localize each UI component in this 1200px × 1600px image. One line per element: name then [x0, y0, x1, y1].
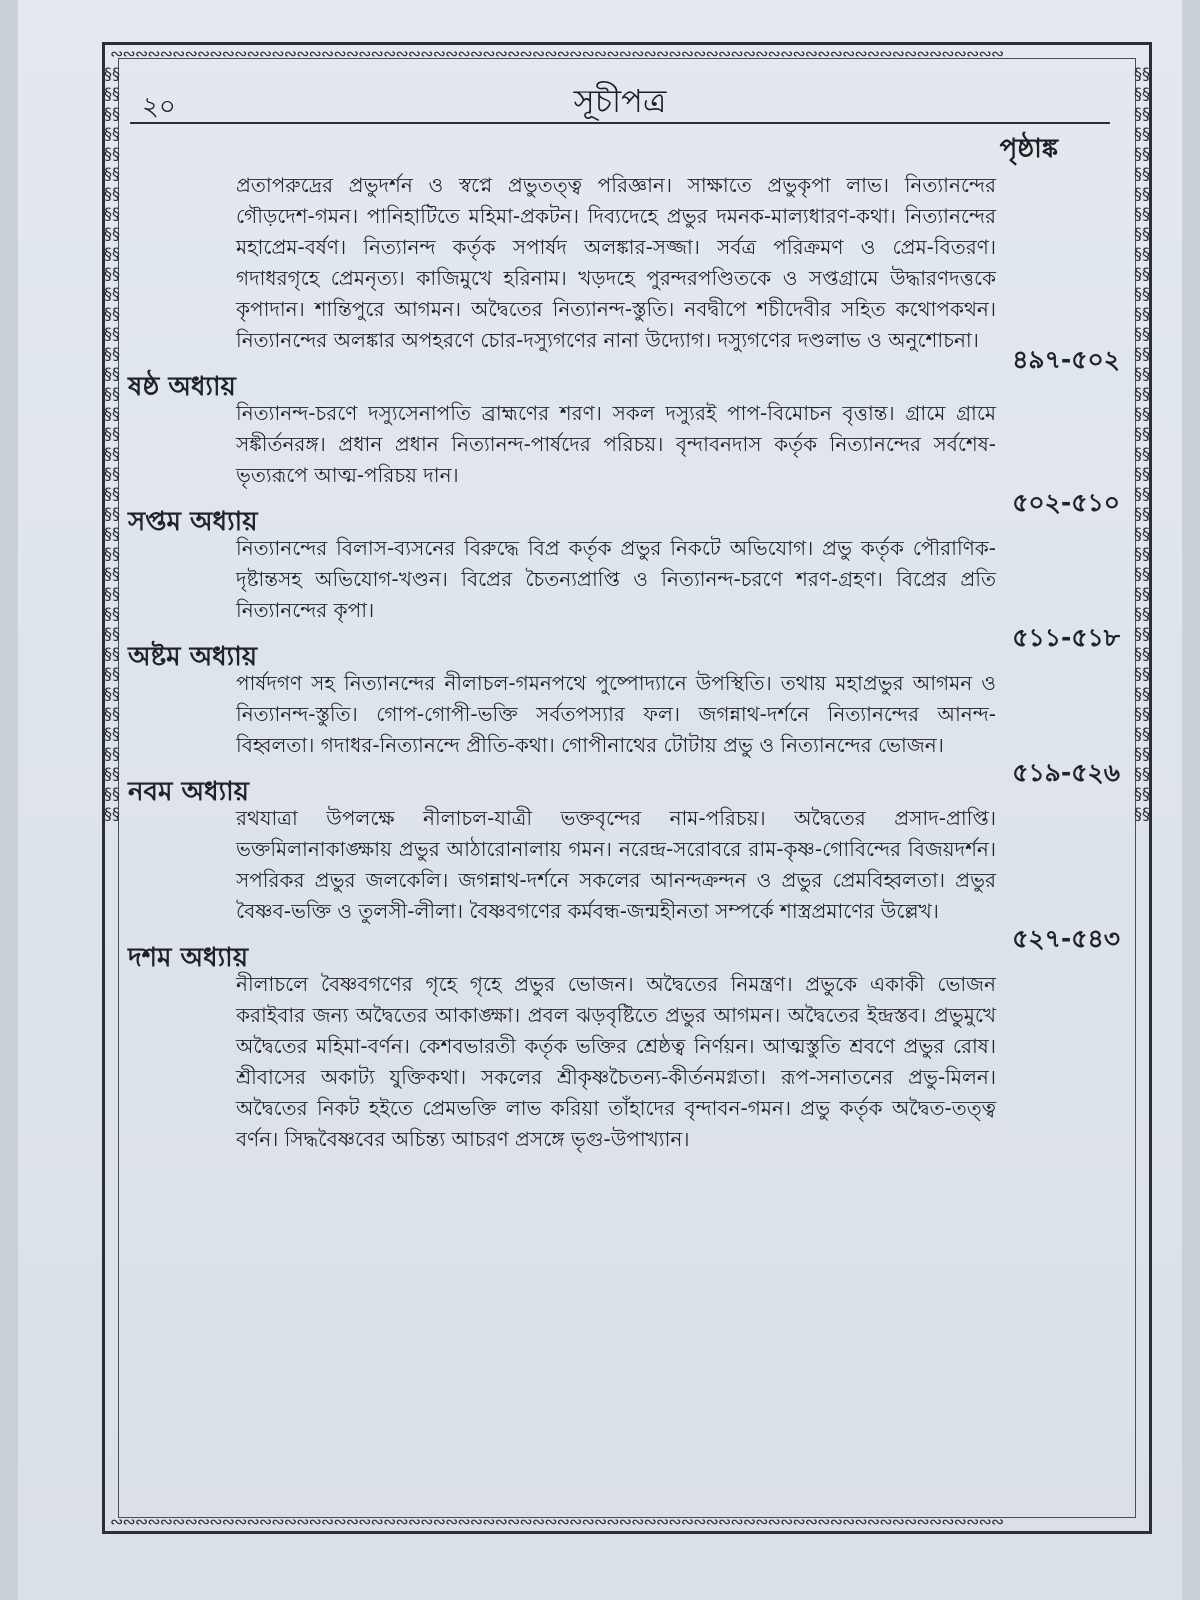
- page-range: ৫১১-৫১৮: [1012, 623, 1120, 652]
- border-ornament-top: ∾∾∾∾∾∾∾∾∾∾∾∾∾∾∾∾∾∾∾∾∾∾∾∾∾∾∾∾∾∾∾∾∾∾∾∾∾∾∾∾∾∾∾∾∾∾∾∾∾∾∾∾∾∾∾∾∾∾∾∾∾∾∾∾∾∾∾∾∾∾∾∾: [110, 46, 1004, 62]
- toc-entry-heading: [126, 623, 1126, 672]
- book-page: [18, 0, 1182, 1600]
- chapter-title: দশম অধ্যায়: [128, 943, 249, 973]
- toc-entry-heading: [126, 488, 1126, 537]
- chapter-title: নবম অধ্যায়: [128, 777, 249, 807]
- chapter-summary: নিত্যানন্দের বিলাস-ব্যসনের বিরুদ্ধে বিপ্র কর্তৃক প্রভুর নিকটে অভিযোগ। প্রভু কর্তৃক পৌরাণিক-দৃষ্টান্তসহ অভিযোগ-খণ্ডন। বিপ্রের চৈতন্যপ্রাপ্তি ও নিত্যানন্দ-চরণে শরণ-গ্রহণ। বিপ্রের প্রতি নিত্যানন্দের কৃপা।: [236, 536, 996, 622]
- page-header: [130, 74, 1110, 122]
- page-column-label: পৃষ্ঠাঙ্ক: [999, 134, 1058, 164]
- chapter-summary: পার্ষদগণ সহ নিত্যানন্দের নীলাচল-গমনপথে পুষ্পোদ্যানে উপস্থিতি। তথায় মহাপ্রভুর আগমন ও নিত্যানন্দ-স্তুতি। গোপ-গোপী-ভক্তি সর্বতপস্যার ফল। জগন্নাথ-দর্শনে নিত্যানন্দের আনন্দ-বিহ্বলতা। গদাধর-নিত্যানন্দে প্রীতি-কথা। গোপীনাথের টোটায় প্রভু ও নিত্যানন্দের ভোজন।: [236, 671, 996, 757]
- chapter-summary: নীলাচলে বৈষ্ণবগণের গৃহে গৃহে প্রভুর ভোজন। অদ্বৈতের নিমন্ত্রণ। প্রভুকে একাকী ভোজন করাইবার জন্য অদ্বৈতের আকাঙ্ক্ষা। প্রবল ঝড়বৃষ্টিতে প্রভুর আগমন। অদ্বৈতের ইন্দ্রস্তব। প্রভুমুখে অদ্বৈতের মহিমা-বর্ণন। কেশবভারতী কর্তৃক ভক্তির শ্রেষ্ঠত্ব নির্ণয়ন। আত্মস্তুতি শ্রবণে প্রভুর রোষ। শ্রীবাসের অকাট্য যুক্তিকথা। সকলের শ্রীকৃষ্ণচৈতন্য-কীর্তনমগ্নতা। রূপ-সনাতনের প্রভু-মিলন। অদ্বৈতের নিকট হইতে প্রেমভক্তি লাভ করিয়া তাঁহাদের বৃন্দাবন-গমন। প্রভু কর্তৃক অদ্বৈত-তত্ত্ব বর্ণন। সিদ্ধবৈষ্ণবের অচিন্ত্য আচরণ প্রসঙ্গে ভৃগু-উপাখ্যান।: [236, 972, 996, 1151]
- chapter-summary: নিত্যানন্দ-চরণে দস্যুসেনাপতি ব্রাহ্মণের শরণ। সকল দস্যুরই পাপ-বিমোচন বৃত্তান্ত। গ্রামে গ্রামে সঙ্কীর্তনরঙ্গ। প্রধান প্রধান নিত্যানন্দ-পার্ষদের পরিচয়। বৃন্দাবনদাস কর্তৃক নিত্যানন্দের সর্বশেষ-ভৃত্যরূপে আত্ম-পরিচয় দান।: [236, 401, 996, 487]
- border-ornament-bottom: ∾∾∾∾∾∾∾∾∾∾∾∾∾∾∾∾∾∾∾∾∾∾∾∾∾∾∾∾∾∾∾∾∾∾∾∾∾∾∾∾∾∾∾∾∾∾∾∾∾∾∾∾∾∾∾∾∾∾∾∾∾∾∾∾∾∾∾∾∾∾∾∾: [110, 1514, 1004, 1530]
- toc-entry: [126, 623, 1126, 761]
- chapter-summary-intro: প্রতাপরুদ্রের প্রভুদর্শন ও স্বপ্নে প্রভুতত্ত্ব পরিজ্ঞান। সাক্ষাতে প্রভুকৃপা লাভ। নিত্যানন্দের গৌড়দেশ-গমন। পানিহাটিতে মহিমা-প্রকটন। দিব্যদেহে প্রভুর দমনক-মাল্যধারণ-কথা। নিত্যানন্দের মহাপ্রেম-বর্ষণ। নিত্যানন্দ কর্তৃক সপার্ষদ অলঙ্কার-সজ্জা। সর্বত্র পরিক্রমণ ও প্রেম-বিতরণ। গদাধরগৃহে প্রেমনৃত্য। কাজিমুখে হরিনাম। খড়দহে পুরন্দরপণ্ডিতকে ও সপ্তগ্রামে উদ্ধারণদত্তকে কৃপাদান। শান্তিপুরে আগমন। অদ্বৈতের নিত্যানন্দ-স্তুতি। নবদ্বীপে শচীদেবীর সহিত কথোপকথন। নিত্যানন্দের অলঙ্কার অপহরণে চোর-দস্যুগণের নানা উদ্যোগ। দস্যুগণের দণ্ডলাভ ও অনুশোচনা।: [236, 173, 996, 352]
- toc-entry-heading: [126, 758, 1126, 807]
- page-range: ৫১৯-৫২৬: [1012, 758, 1120, 787]
- toc-entry-heading: [126, 924, 1126, 973]
- chapter-title: সপ্তম অধ্যায়: [128, 507, 258, 537]
- page-range: ৫০২-৫১০: [1012, 488, 1120, 517]
- page-range: ৫২৭-৫৪৩: [1012, 924, 1120, 953]
- toc-entry: [126, 924, 1126, 1155]
- chapter-title: ষষ্ঠ অধ্যায়: [128, 372, 236, 402]
- toc-entry: [126, 488, 1126, 626]
- table-of-contents: [126, 170, 1126, 1155]
- toc-entry-heading: [126, 345, 1126, 402]
- page-title: সূচীপত্র: [573, 82, 667, 120]
- border-ornament-right: §§§§§§§§§§§§§§§§§§§§§§§§§§§§§§§§§§§§§§§§§§§§§§§§§§§§§§§§§§§§§§§§§§§§§§§§§§§§: [1134, 64, 1150, 823]
- page-number: ২০: [142, 92, 176, 122]
- border-ornament-left: §§§§§§§§§§§§§§§§§§§§§§§§§§§§§§§§§§§§§§§§§§§§§§§§§§§§§§§§§§§§§§§§§§§§§§§§§§§§: [104, 64, 120, 823]
- toc-entry: [126, 345, 1126, 491]
- page-range: ৪৯৭-৫০২: [1012, 345, 1120, 374]
- chapter-summary: রথযাত্রা উপলক্ষে নীলাচল-যাত্রী ভক্তবৃন্দের নাম-পরিচয়। অদ্বৈতের প্রসাদ-প্রাপ্তি। ভক্তমিলানাকাঙ্ক্ষায় প্রভুর আঠারোনালায় গমন। নরেন্দ্র-সরোবরে রাম-কৃষ্ণ-গোবিন্দের বিজয়দর্শন। সপরিকর প্রভুর জলকেলি। জগন্নাথ-দর্শনে সকলের আনন্দক্রন্দন ও প্রভুর প্রেমবিহ্বলতা। প্রভুর বৈষ্ণব-ভক্তি ও তুলসী-লীলা। বৈষ্ণবগণের কর্মবন্ধ-জন্মহীনতা সম্পর্কে শাস্ত্রপ্রমাণের উল্লেখ।: [236, 806, 996, 923]
- header-divider: [130, 122, 1110, 124]
- toc-entry: [126, 758, 1126, 927]
- chapter-title: অষ্টম অধ্যায়: [128, 642, 258, 672]
